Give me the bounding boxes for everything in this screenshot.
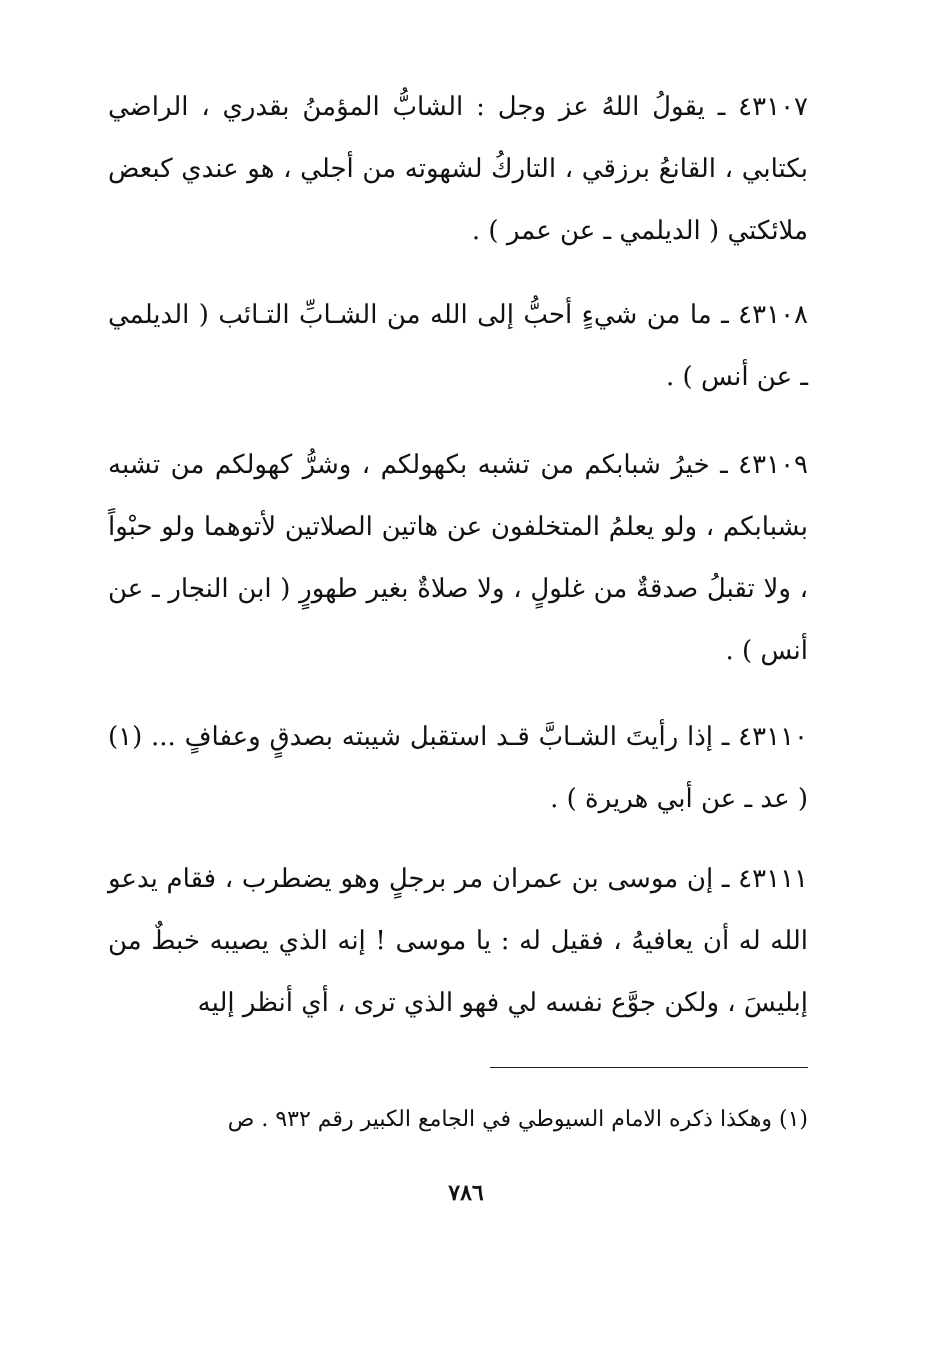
hadith-43107 xyxy=(108,76,808,262)
page-number: ٧٨٦ xyxy=(448,1180,484,1206)
hadith-43110 xyxy=(108,706,808,830)
hadith-43108 xyxy=(108,284,808,408)
hadith-text: ٤٣١٠٧ ـ يقولُ اللهُ عز وجل : الشابُّ المؤمنُ بقدري ، الراضي بكتابي ، القانعُ برزقي ، التاركُ لشهوته من أجلي ، هو عندي كبعض ملائكتي ( الديلمي ـ عن عمر ) . xyxy=(108,92,808,246)
footnote-divider xyxy=(490,1067,808,1068)
hadith-text: ٤٣١٠٨ ـ ما من شيءٍ أحبُّ إلى الله من الشـابِّ التـائب ( الديلمي ـ عن أنس ) . xyxy=(108,300,808,392)
hadith-43109 xyxy=(108,434,808,682)
hadith-text: ٤٣١١٠ ـ إذا رأيتَ الشـابَّ قـد استقبل شيبته بصدقٍ وعفافٍ ... (١) ( عد ـ عن أبي هريرة ) . xyxy=(108,722,808,814)
hadith-43111 xyxy=(108,848,808,1034)
hadith-text: ٤٣١٠٩ ـ خيرُ شبابكم من تشبه بكهولكم ، وشرُّ كهولكم من تشبه بشبابكم ، ولو يعلمُ المتخلفون عن هاتين الصلاتين لأتوهما ولو حبْواً ، ولا تقبلُ صدقةٌ من غلولٍ ، ولا صلاةٌ بغير طهورٍ ( ابن النجار ـ عن أنس ) . xyxy=(108,450,808,666)
footnote: (١) وهكذا ذكره الامام السيوطي في الجامع الكبير رقم ٩٣٢ . ص xyxy=(227,1107,808,1132)
hadith-text: ٤٣١١١ ـ إن موسى بن عمران مر برجلٍ وهو يضطرب ، فقام يدعو الله له أن يعافيهُ ، فقيل له : يا موسى ! إنه الذي يصيبه خبطٌ من إبليسَ ، ولكن جوَّع نفسه لي فهو الذي ترى ، أي أنظر إليه xyxy=(108,864,808,1018)
